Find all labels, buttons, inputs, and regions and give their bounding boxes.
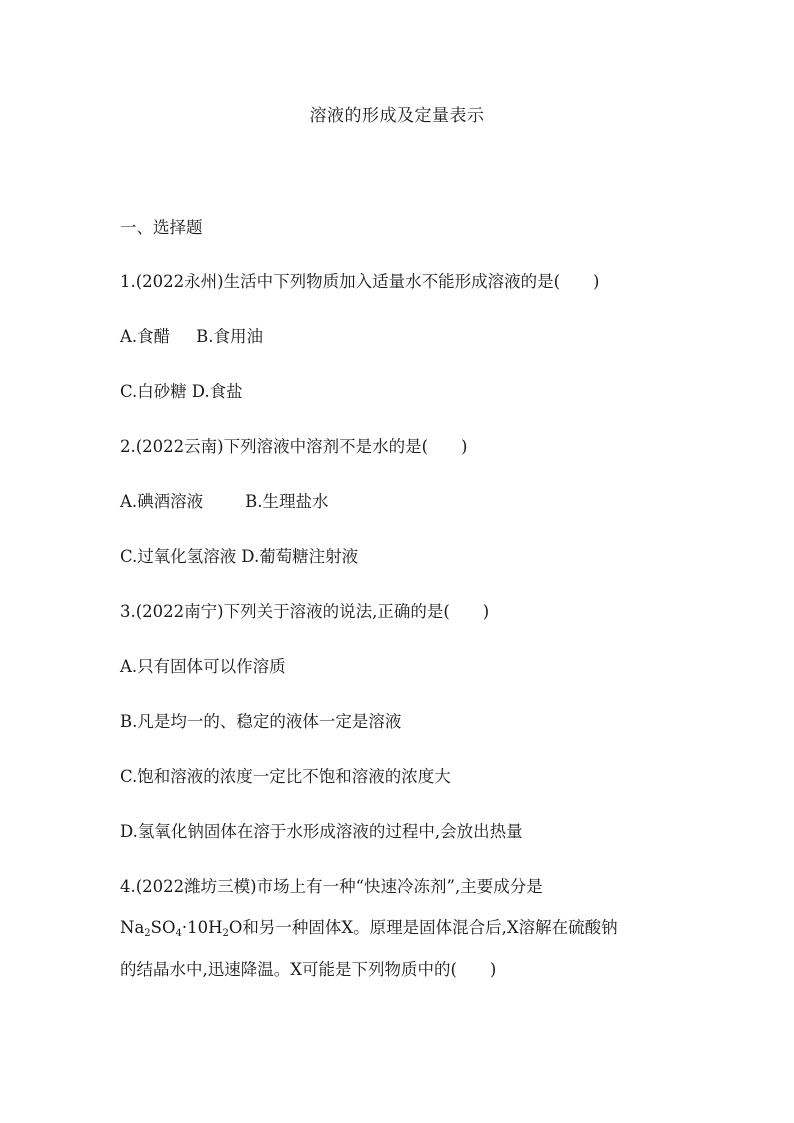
- question-1-option-a: A.食醋: [120, 327, 171, 346]
- question-3-option-b: B.凡是均一的、稳定的液体一定是溶液: [120, 712, 402, 731]
- formula-subscript: 2: [222, 928, 229, 939]
- section-heading: 一、选择题: [120, 218, 203, 237]
- question-3-option-c: C.饱和溶液的浓度一定比不饱和溶液的浓度大: [120, 767, 451, 786]
- formula-na: Na: [120, 918, 145, 937]
- formula-h: ·10H: [181, 918, 223, 937]
- question-1-option-c: C.白砂糖: [120, 382, 187, 401]
- question-2-options-row-1: [120, 490, 329, 514]
- question-3-stem: 3.(2022南宁)下列关于溶液的说法,正确的是( ): [120, 602, 490, 621]
- question-2-option-d: D.葡萄糖注射液: [241, 547, 359, 566]
- question-3-option-a: A.只有固体可以作溶质: [120, 657, 286, 676]
- question-4-stem-line-3: 的结晶水中,迅速降温。X可能是下列物质中的( ): [120, 960, 497, 979]
- document-title: 溶液的形成及定量表示: [309, 106, 485, 126]
- question-3-option-d: D.氢氧化钠固体在溶于水形成溶液的过程中,会放出热量: [120, 822, 523, 841]
- formula-subscript: 2: [144, 928, 151, 939]
- question-1-stem: 1.(2022永州)生活中下列物质加入适量水不能形成溶液的是( ): [120, 272, 600, 291]
- formula-so: SO: [150, 918, 176, 937]
- question-2-option-b: B.生理盐水: [245, 492, 329, 511]
- question-4-stem-line-2-text: O和另一种固体X。原理是固体混合后,X溶解在硫酸钠: [228, 918, 618, 937]
- formula-subscript: 4: [175, 928, 182, 939]
- question-1-options-row-1: [120, 325, 263, 349]
- question-1-options-row-2: [120, 380, 243, 404]
- question-1-option-b: B.食用油: [196, 327, 264, 346]
- question-4-stem-line-1: 4.(2022潍坊三模)市场上有一种“快速冷冻剂”,主要成分是: [120, 877, 543, 896]
- question-4-stem-line-2: [120, 916, 618, 940]
- question-2-option-a: A.碘酒溶液: [120, 492, 204, 511]
- question-2-options-row-2: [120, 545, 358, 569]
- question-2-stem: 2.(2022云南)下列溶液中溶剂不是水的是( ): [120, 437, 468, 456]
- question-2-option-c: C.过氧化氢溶液: [120, 547, 237, 566]
- question-1-option-d: D.食盐: [191, 382, 243, 401]
